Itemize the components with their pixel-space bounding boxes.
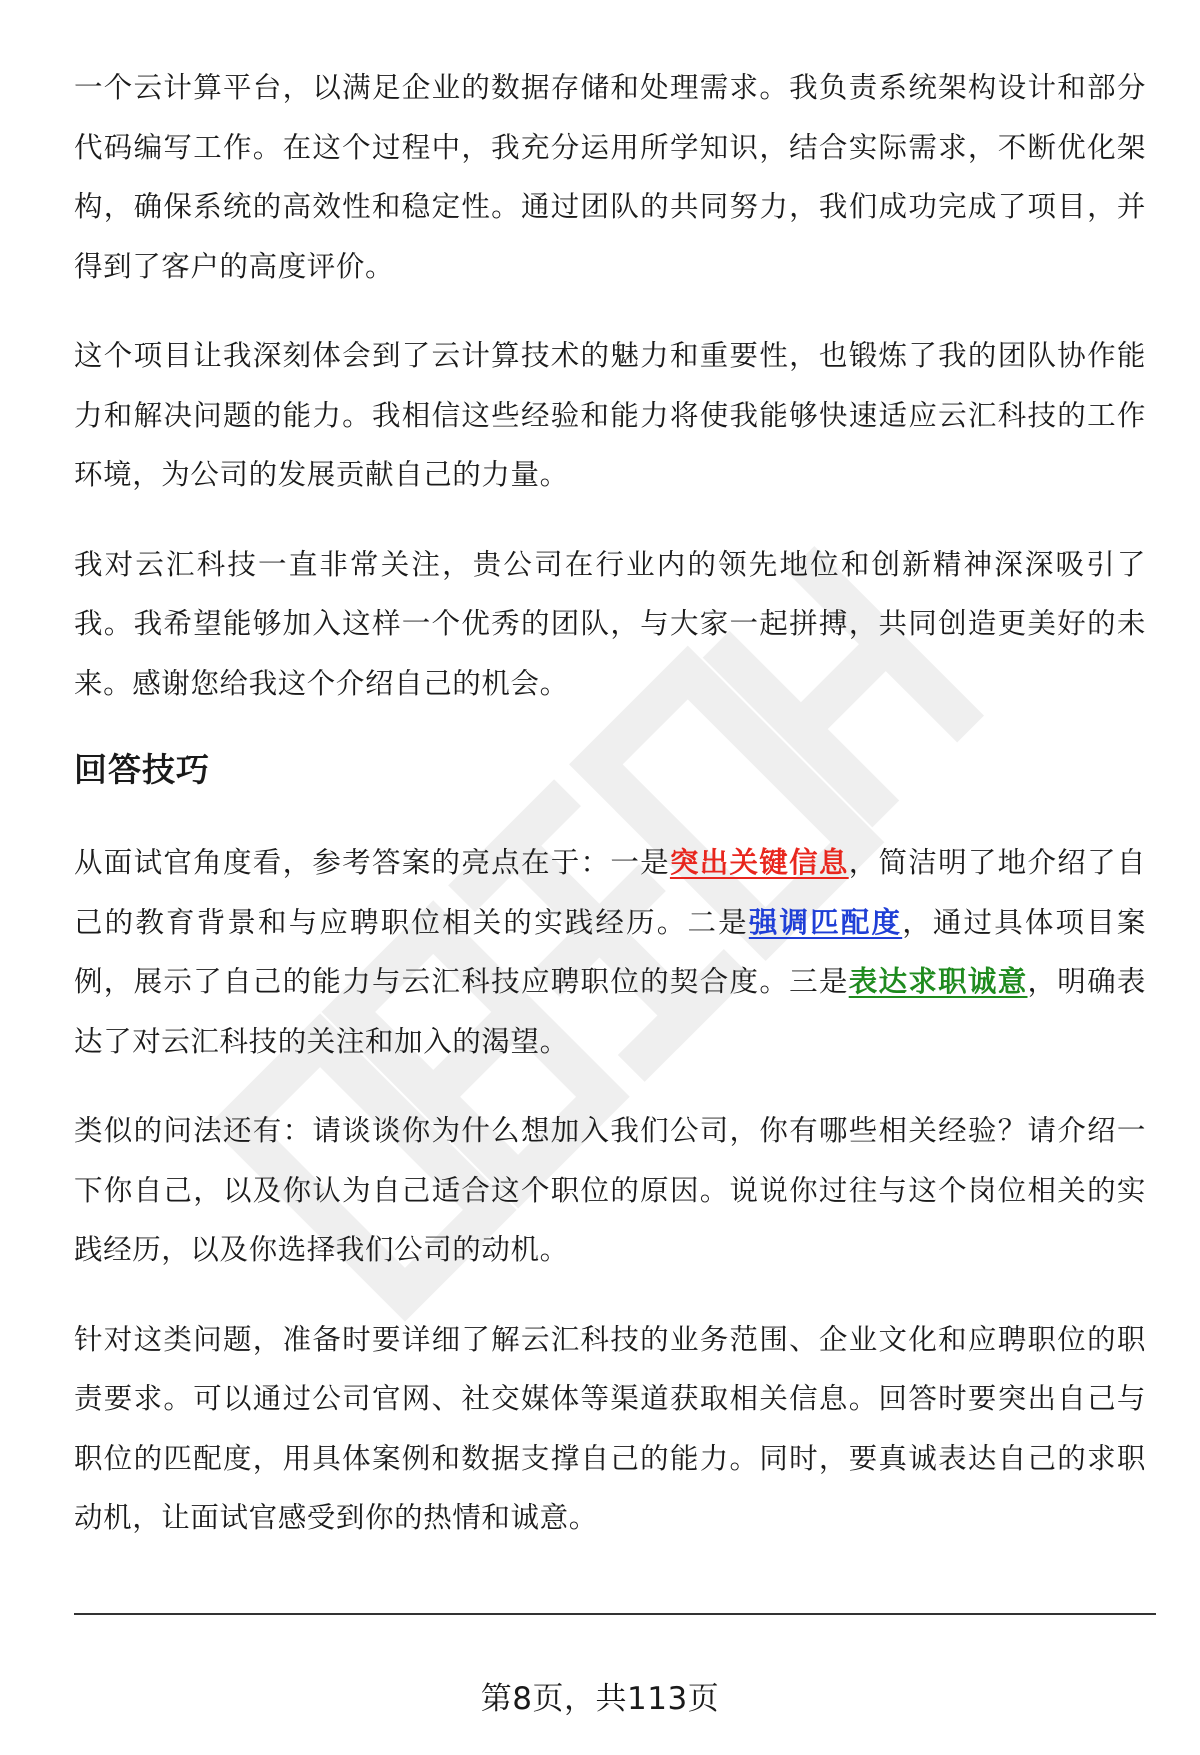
tips-text: ，通过具体项目案例，展示了自己的能力与云汇科技应聘职位的契合度。三是 <box>74 905 1146 998</box>
tips-paragraph <box>74 833 1146 1071</box>
body-paragraph: 我对云汇科技一直非常关注，贵公司在行业内的领先地位和创新精神深深吸引了我。我希望能够加入这样一个优秀的团队，与大家一起拼搏，共同创造更美好的未来。感谢您给我这个介绍自己的机会。 <box>74 547 1146 700</box>
highlight-key-info: 突出关键信息 <box>669 846 849 879</box>
highlight-sincerity: 表达求职诚意 <box>848 965 1028 998</box>
body-paragraph: 类似的问法还有：请谈谈你为什么想加入我们公司，你有哪些相关经验？请介绍一下你自己，以及你认为自己适合这个职位的原因。说说你过往与这个岗位相关的实践经历，以及你选择我们公司的动机。 <box>74 1114 1146 1266</box>
highlight-match: 强调匹配度 <box>748 905 903 939</box>
section-heading: 回答技巧 <box>74 750 210 789</box>
body-paragraph: 针对这类问题，准备时要详细了解云汇科技的业务范围、企业文化和应聘职位的职责要求。可以通过公司官网、社交媒体等渠道获取相关信息。回答时要突出自己与职位的匹配度，用具体案例和数据支撑自己的能力。同时，要真诚表达自己的求职动机，让面试官感受到你的热情和诚意。 <box>74 1322 1146 1534</box>
tips-text: 从面试官角度看，参考答案的亮点在于：一是 <box>74 846 670 879</box>
tips-text: ，简洁明了地介绍了自己的教育背景和与应聘职位相关的实践经历。二是 <box>74 846 1146 939</box>
document-body <box>74 58 1146 1578</box>
page-number: 第8页，共113页 <box>480 1681 720 1717</box>
tips-text: ，明确表达了对云汇科技的关注和加入的渴望。 <box>74 965 1146 1058</box>
body-paragraph: 一个云计算平台，以满足企业的数据存储和处理需求。我负责系统架构设计和部分代码编写工作。在这个过程中，我充分运用所学知识，结合实际需求，不断优化架构，确保系统的高效性和稳定性。通过团队的共同努力，我们成功完成了项目，并得到了客户的高度评价。 <box>74 71 1146 283</box>
footer-divider <box>74 1613 1156 1615</box>
body-paragraph: 这个项目让我深刻体会到了云计算技术的魅力和重要性，也锻炼了我的团队协作能力和解决问题的能力。我相信这些经验和能力将使我能够快速适应云汇科技的工作环境，为公司的发展贡献自己的力量。 <box>74 339 1146 491</box>
